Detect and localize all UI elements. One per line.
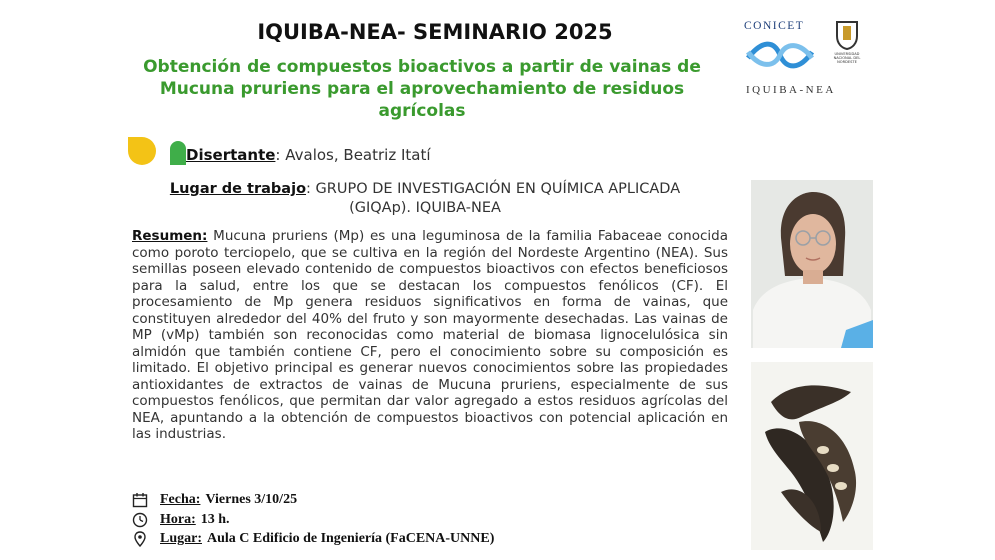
workplace-value: GRUPO DE INVESTIGACIÓN EN QUÍMICA APLICADA (GIQAp). IQUIBA-NEA bbox=[315, 181, 681, 216]
unne-logo-text: UNIVERSIDAD NACIONAL DEL NORDESTE bbox=[833, 52, 861, 64]
time-label: Hora: bbox=[160, 512, 196, 527]
abstract-text: Mucuna pruriens (Mp) es una leguminosa de la familia Fabaceae conocida como poroto terciopelo, que se cultiva en la región del Nordeste Argentino (NEA). Sus semillas poseen elevado contenido de compuestos bioactivos con efectos beneficiosos para la salud, entre los que se destacan los compuestos fenólicos (CF). El procesamiento de Mp genera residuos significativos en forma de vainas, que constituyen alrededor del 40% del fruto y son mayormente desechadas. Las vainas de MP (vMp) también son reconocidas como material de biomasa lignocelulósica sin almidón que también contiene CF, pero el conocimiento sobre su composición es limitado. El objetivo principal es generar nuevos conocimientos sobre las propiedades antioxidantes de extractos de vainas de Mucuna pruriens, especialmente de sus compuestos fenólicos, que permitan dar valor agregado a estos residuos agrícolas del NEA, apuntando a la obtención de compuestos bioactivos con potencial aplicación en las industrias. bbox=[132, 228, 728, 442]
yellow-green-shapes-icon bbox=[128, 137, 188, 167]
seminar-subtitle: Obtención de compuestos bioactivos a partir de vainas de Mucuna pruriens para el aprovechamiento de residuos agrícolas bbox=[143, 57, 701, 121]
abstract-label: Resumen: bbox=[132, 228, 208, 244]
location-icon bbox=[132, 531, 148, 547]
date-row bbox=[132, 492, 602, 508]
speaker-name: Avalos, Beatriz Itatí bbox=[285, 146, 431, 164]
calendar-icon bbox=[132, 492, 148, 508]
place-label: Lugar: bbox=[160, 531, 202, 546]
time-value: 13 h. bbox=[200, 512, 230, 527]
date-value: Viernes 3/10/25 bbox=[205, 492, 298, 507]
abstract-paragraph bbox=[132, 228, 728, 443]
unne-logo-icon bbox=[834, 20, 860, 50]
conicet-logo-text: CONICET bbox=[744, 20, 805, 32]
time-row bbox=[132, 512, 602, 528]
conicet-logo-icon bbox=[744, 38, 816, 72]
place-row bbox=[132, 531, 602, 547]
institution-logos bbox=[740, 18, 870, 100]
date-label: Fecha: bbox=[160, 492, 201, 507]
workplace-line: Lugar de trabajo: GRUPO DE INVESTIGACIÓN EN QUÍMICA APLICADA (GIQAp). IQUIBA-NEA bbox=[169, 181, 681, 216]
place-value: Aula C Edificio de Ingeniería (FaCENA-UNNE) bbox=[207, 531, 495, 546]
speaker-line: Disertante: Avalos, Beatriz Itatí bbox=[186, 146, 431, 164]
workplace-label: Lugar de trabajo bbox=[169, 181, 307, 197]
speaker-label: Disertante bbox=[186, 146, 276, 164]
clock-icon bbox=[132, 512, 148, 528]
mucuna-pods-image bbox=[751, 362, 873, 550]
speaker-photo bbox=[751, 180, 873, 348]
iquiba-logo-text: IQUIBA-NEA bbox=[746, 84, 836, 96]
page-title: IQUIBA-NEA- SEMINARIO 2025 bbox=[257, 20, 613, 44]
